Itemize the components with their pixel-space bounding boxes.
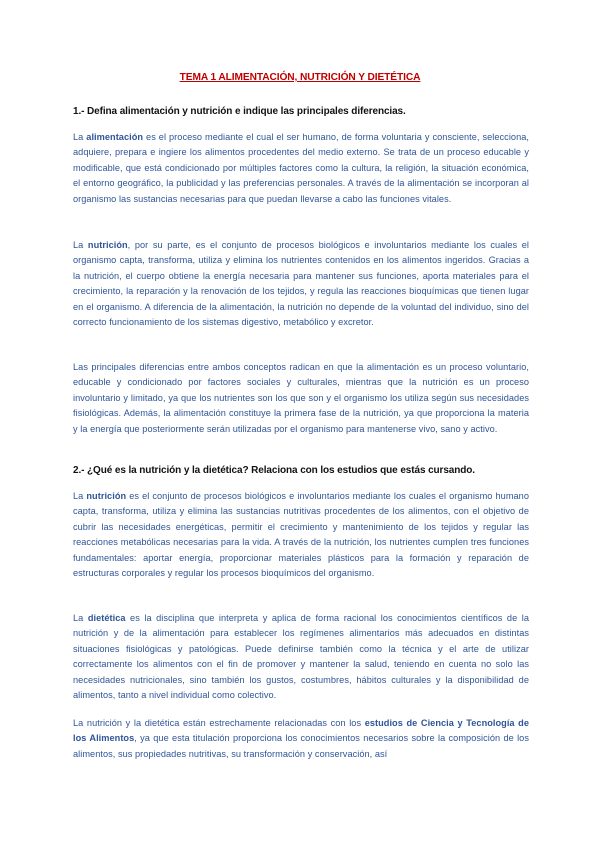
paragraph-text: es el proceso mediante el cual el ser humano, de forma voluntaria y consciente, selecciona, adquiere, prepara e ingiere los alimentos procedentes del medio externo. Se trata de un proceso educable y modificable, que está condicionado por múltiples factores como la cultura, la religión, la situación económica, el entorno geográfico, la publicidad y las preferencias personales. A través de la alimentación se incorporan al organismo las sustancias necesarias para que puedan llevarse a cabo las funciones vitales. bbox=[73, 132, 529, 204]
question-1-heading: 1.- Defina alimentación y nutrición e indique las principales diferencias. bbox=[73, 106, 406, 117]
q2-paragraph-dietetica bbox=[73, 611, 529, 703]
paragraph-text: La bbox=[73, 240, 88, 250]
question-2-heading: 2.- ¿Qué es la nutrición y la dietética? Relaciona con los estudios que estás cursando. bbox=[73, 465, 475, 476]
highlighted-term: alimentación bbox=[86, 132, 144, 142]
highlighted-term: nutrición bbox=[87, 240, 128, 250]
paragraph-text: es el conjunto de procesos biológicos e involuntarios mediante los cuales el organismo humano capta, transforma, utiliza y elimina las sustancias nutritivas procedentes de los alimentos, con el objetivo de cubrir las necesidades energéticas, permitir el crecimiento y mantenimiento de los tejidos y regular las reacciones metabólicas necesarias para la vida. A través de la nutrición, los nutrientes cumplen tres funciones fundamentales: aportar energía, proporcionar materiales plásticos para la formación y reparación de estructuras corporales y regular los procesos bioquímicos del organismo. bbox=[73, 491, 530, 579]
q1-paragraph-nutricion bbox=[73, 238, 529, 330]
q1-paragraph-alimentacion bbox=[73, 130, 529, 207]
highlighted-term: dietética bbox=[87, 613, 126, 623]
paragraph-text: La bbox=[73, 613, 88, 623]
q2-paragraph-nutricion bbox=[73, 489, 529, 581]
highlighted-term: nutrición bbox=[86, 491, 127, 501]
document-title: TEMA 1 ALIMENTACIÓN, NUTRICIÓN Y DIETÉTICA bbox=[179, 72, 421, 83]
q2-paragraph-estudios bbox=[73, 716, 529, 762]
paragraph-text: es la disciplina que interpreta y aplica de forma racional los conocimientos científicos de la nutrición y de la alimentación para establecer los regímenes alimentarios más adecuados en distintas situaciones fisiológicas y patológicas. Puede definirse también como la técnica y el arte de utilizar correctamente los alimentos con el fin de promover y mantener la salud, teniendo en cuenta no solo las necesidades nutricionales, sino también los gustos, costumbres, hábitos culturales y la disponibilidad de alimentos, tanto a nivel individual como colectivo. bbox=[73, 613, 530, 701]
q1-paragraph-diferencias: Las principales diferencias entre ambos conceptos radican en que la alimentación es un proceso voluntario, educable y condicionado por factores sociales y culturales, mientras que la nutrición es un proceso involuntario y limitado, ya que los nutrientes son los que son y el organismo los utiliza según sus necesidades fisiológicas. Además, la alimentación constituye la primera fase de la nutrición, ya que proporciona la materia y la energía que posteriormente serán utilizadas por el organismo para mantenerse vivo, sano y activo. bbox=[73, 362, 529, 434]
paragraph-text: La bbox=[73, 132, 87, 142]
paragraph-text: , ya que esta titulación proporciona los conocimientos necesarios sobre la composición de los alimentos, sus propiedades nutritivas, su transformación y conservación, así bbox=[73, 733, 529, 759]
paragraph-text: La nutrición y la dietética están estrechamente relacionadas con los bbox=[73, 718, 365, 728]
paragraph-text: La bbox=[73, 491, 87, 501]
paragraph-text: , por su parte, es el conjunto de procesos biológicos e involuntarios mediante los cuales el organismo capta, transforma, utiliza y elimina los nutrientes contenidos en los alimentos ingeridos. Gracias a la nutrición, el cuerpo obtiene la energía necesaria para mantener sus funciones, aporta materiales para el crecimiento, la reparación y la renovación de los tejidos, y regula las reacciones bioquímicas que tienen lugar en el organismo. A diferencia de la alimentación, la nutrición no depende de la voluntad del individuo, sino del correcto funcionamiento de los sistemas digestivo, metabólico y excretor. bbox=[73, 240, 530, 328]
highlighted-term: estudios de Ciencia y Tecnología de los Alimentos bbox=[73, 718, 529, 744]
